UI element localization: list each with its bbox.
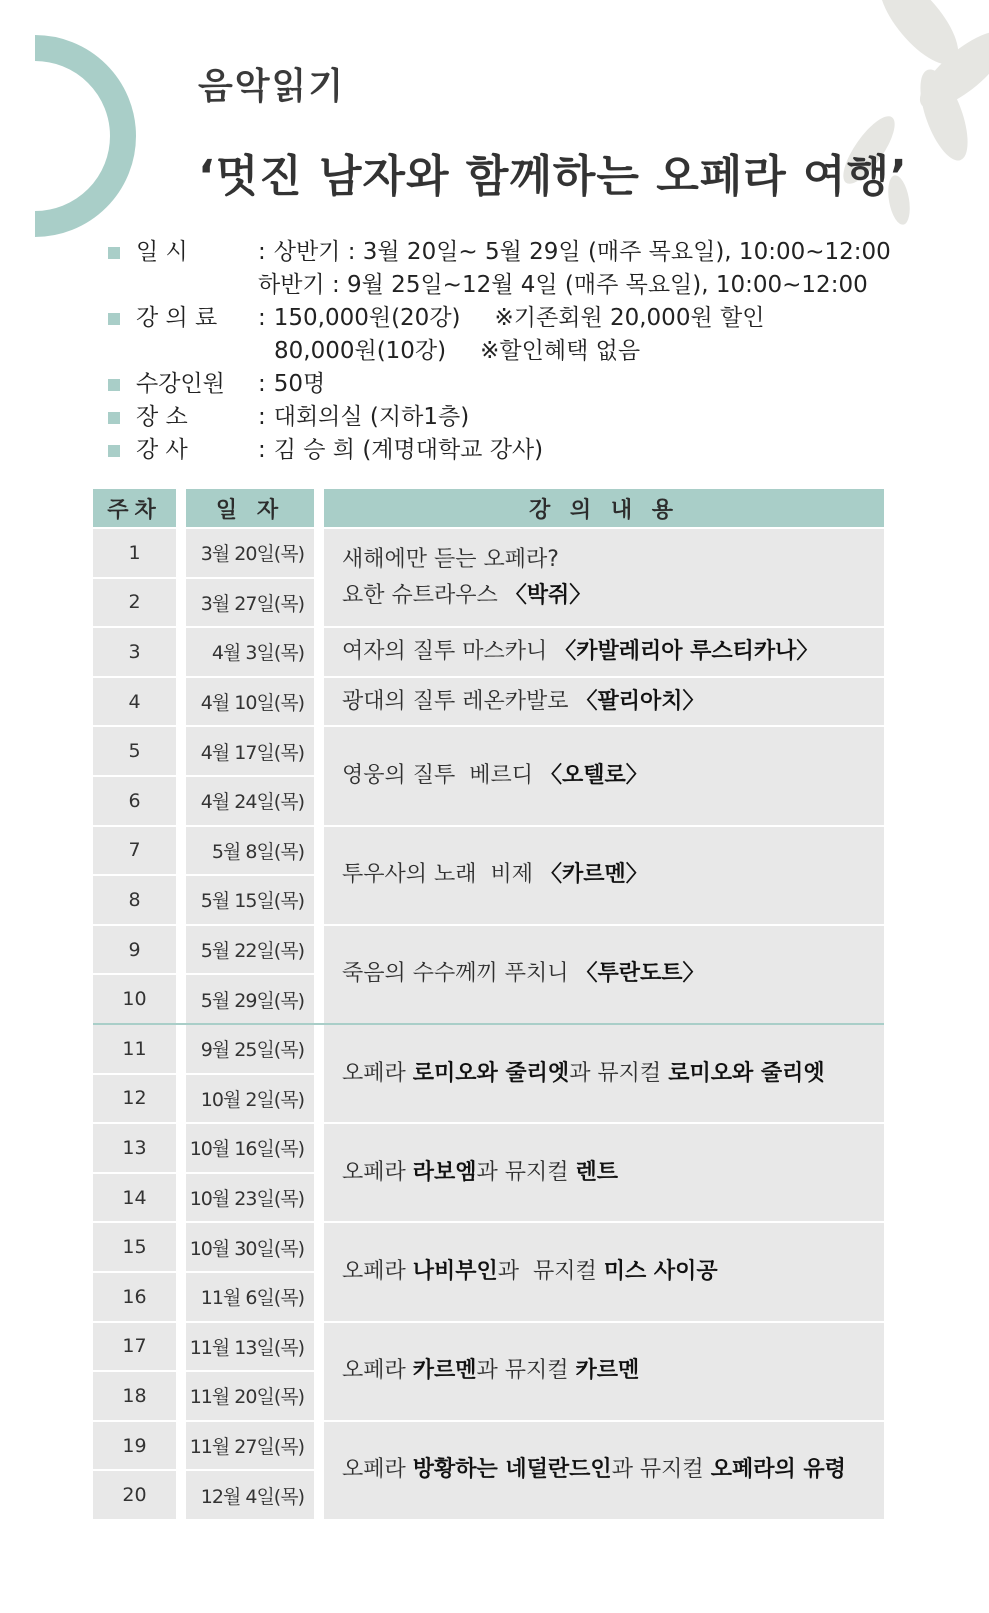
lecture-text: 죽음의 수수께끼 푸치니 <box>342 961 576 987</box>
square-bullet-icon <box>108 445 120 457</box>
week-cell: 6 <box>93 777 176 825</box>
info-place: 장 소 : 대회의실 (지하1층) <box>108 401 891 434</box>
work-title: 카르멘 <box>575 1358 640 1384</box>
course-info <box>108 236 891 467</box>
lecture-text: 과 뮤지컬 <box>611 1457 711 1483</box>
week-cell: 20 <box>93 1471 176 1519</box>
lecture-line <box>342 956 705 992</box>
lecture-text: 영웅의 질투 베르디 <box>342 762 540 788</box>
week-cell: 14 <box>93 1174 176 1222</box>
week-cell: 3 <box>93 628 176 676</box>
info-note: ※할인혜택 없음 <box>480 338 641 364</box>
work-title: 〈카르멘〉 <box>540 862 648 888</box>
info-value: 하반기 : 9월 25일~12월 4일 (매주 목요일), 10:00~12:00 <box>258 272 868 298</box>
info-value: 50명 <box>273 371 326 397</box>
lecture-text: 오페라 <box>342 1258 413 1284</box>
info-schedule-second <box>108 269 891 302</box>
lecture-text: 과 뮤지컬 <box>497 1258 604 1284</box>
week-cell: 5 <box>93 727 176 775</box>
work-title: 카르멘 <box>412 1358 477 1384</box>
lecture-text: 과 뮤지컬 <box>569 1060 669 1086</box>
square-bullet-icon <box>108 379 120 391</box>
info-label: 강 의 료 <box>136 305 218 331</box>
week-cell: 2 <box>93 579 176 627</box>
info-label: 강 사 <box>136 437 188 463</box>
lecture-text: 투우사의 노래 비제 <box>342 862 540 888</box>
date-cell: 10월 16일(목) <box>186 1124 314 1172</box>
info-lecturer: 강 사 : 김 승 희 (계명대학교 강사) <box>108 434 891 467</box>
info-note: ※기존회원 20,000원 할인 <box>494 305 765 331</box>
lecture-line <box>342 542 591 578</box>
info-value: 150,000원(20강) <box>273 305 461 331</box>
work-title: 〈팔리아치〉 <box>575 688 705 714</box>
square-bullet-icon <box>108 412 120 424</box>
lecture-text: 요한 슈트라우스 <box>342 582 505 608</box>
info-schedule: 일 시 : 상반기 : 3월 20일~ 5월 29일 (매주 목요일), 10:00~12:00 <box>108 236 891 269</box>
lecture-text: 광대의 질투 레온카발로 <box>342 688 576 714</box>
week-cell: 18 <box>93 1372 176 1420</box>
date-cell: 12월 4일(목) <box>186 1471 314 1519</box>
week-cell: 7 <box>93 827 176 875</box>
date-cell: 5월 29일(목) <box>186 975 314 1023</box>
week-cell: 13 <box>93 1124 176 1172</box>
header-content: 강 의 내 용 <box>324 489 884 527</box>
decorative-arc <box>0 0 170 250</box>
lecture-line <box>342 1452 846 1488</box>
lecture-text: 오페라 <box>342 1159 413 1185</box>
lecture-content <box>324 678 884 726</box>
week-cell: 11 <box>93 1025 176 1073</box>
info-value: 대회의실 (지하1층) <box>273 404 470 430</box>
date-cell: 4월 24일(목) <box>186 777 314 825</box>
date-cell: 5월 22일(목) <box>186 926 314 974</box>
lecture-text: 오페라 <box>342 1457 413 1483</box>
lecture-text: 오페라 <box>342 1358 413 1384</box>
lecture-line <box>342 684 705 720</box>
lecture-line <box>342 634 818 670</box>
week-cell: 8 <box>93 876 176 924</box>
date-cell: 11월 20일(목) <box>186 1372 314 1420</box>
week-cell: 17 <box>93 1323 176 1371</box>
week-cell: 19 <box>93 1422 176 1470</box>
date-cell: 3월 20일(목) <box>186 529 314 577</box>
work-title: 방황하는 네덜란드인 <box>412 1457 612 1483</box>
week-cell: 1 <box>93 529 176 577</box>
lecture-line <box>342 1056 825 1092</box>
info-label: 장 소 <box>136 404 188 430</box>
lecture-content <box>324 1124 884 1221</box>
date-cell: 11월 6일(목) <box>186 1273 314 1321</box>
date-cell: 4월 10일(목) <box>186 678 314 726</box>
lecture-line <box>342 758 648 794</box>
lecture-content <box>324 1223 884 1320</box>
lecture-line <box>342 578 591 614</box>
header-week: 주차 <box>93 489 176 527</box>
info-capacity: 수강인원 : 50명 <box>108 368 891 401</box>
lecture-line <box>342 1155 618 1191</box>
date-cell: 3월 27일(목) <box>186 579 314 627</box>
work-title: 라보엠 <box>412 1159 477 1185</box>
info-value: 80,000원(10강) <box>274 338 447 364</box>
work-title: 〈카발레리아 루스티카나〉 <box>554 638 819 664</box>
week-cell: 10 <box>93 975 176 1023</box>
work-title: 로미오와 줄리엣 <box>668 1060 825 1086</box>
info-label: 수강인원 <box>136 371 225 397</box>
week-cell: 12 <box>93 1075 176 1123</box>
lecture-content <box>324 628 884 676</box>
lecture-content <box>324 1422 884 1519</box>
work-title: 오페라의 유령 <box>710 1457 846 1483</box>
week-cell: 9 <box>93 926 176 974</box>
lecture-text: 오페라 <box>342 1060 413 1086</box>
lecture-line <box>342 857 648 893</box>
lecture-text: 과 뮤지컬 <box>476 1358 576 1384</box>
date-cell: 5월 8일(목) <box>186 827 314 875</box>
date-cell: 5월 15일(목) <box>186 876 314 924</box>
work-title: 미스 사이공 <box>603 1258 718 1284</box>
lecture-content <box>324 926 884 1023</box>
work-title: 로미오와 줄리엣 <box>412 1060 570 1086</box>
date-cell: 4월 17일(목) <box>186 727 314 775</box>
info-fee-second <box>108 335 891 368</box>
lecture-content <box>324 827 884 924</box>
lecture-line <box>342 1353 639 1389</box>
info-label: 일 시 <box>136 239 188 265</box>
info-fee: 강 의 료 : 150,000원(20강) ※기존회원 20,000원 할인 <box>108 302 891 335</box>
work-title: 〈박쥐〉 <box>504 582 592 608</box>
lecture-text: 과 뮤지컬 <box>476 1159 576 1185</box>
subtitle: 음악읽기 <box>198 65 346 107</box>
lecture-line <box>342 1254 718 1290</box>
date-cell: 11월 13일(목) <box>186 1323 314 1371</box>
lecture-text: 여자의 질투 마스카니 <box>342 638 555 664</box>
work-title: 렌트 <box>575 1159 619 1185</box>
date-cell: 10월 30일(목) <box>186 1223 314 1271</box>
lecture-content <box>324 1323 884 1420</box>
work-title: 〈투란도트〉 <box>575 961 705 987</box>
work-title: 〈오텔로〉 <box>540 762 648 788</box>
page-title: ‘멋진 남자와 함께하는 오페라 여행’ <box>198 151 908 202</box>
date-cell: 4월 3일(목) <box>186 628 314 676</box>
lecture-content <box>324 529 884 626</box>
square-bullet-icon <box>108 313 120 325</box>
square-bullet-icon <box>108 247 120 259</box>
date-cell: 10월 2일(목) <box>186 1075 314 1123</box>
header-date: 일 자 <box>186 489 314 527</box>
lecture-content <box>324 1025 884 1122</box>
work-title: 나비부인 <box>412 1258 498 1284</box>
info-value: 상반기 : 3월 20일~ 5월 29일 (매주 목요일), 10:00~12:00 <box>273 239 891 265</box>
date-cell: 11월 27일(목) <box>186 1422 314 1470</box>
date-cell: 9월 25일(목) <box>186 1025 314 1073</box>
week-cell: 16 <box>93 1273 176 1321</box>
info-value: 김 승 희 (계명대학교 강사) <box>273 437 544 463</box>
week-cell: 15 <box>93 1223 176 1271</box>
lecture-content <box>324 727 884 824</box>
week-cell: 4 <box>93 678 176 726</box>
date-cell: 10월 23일(목) <box>186 1174 314 1222</box>
lecture-text: 새해에만 듣는 오페라? <box>342 546 559 572</box>
